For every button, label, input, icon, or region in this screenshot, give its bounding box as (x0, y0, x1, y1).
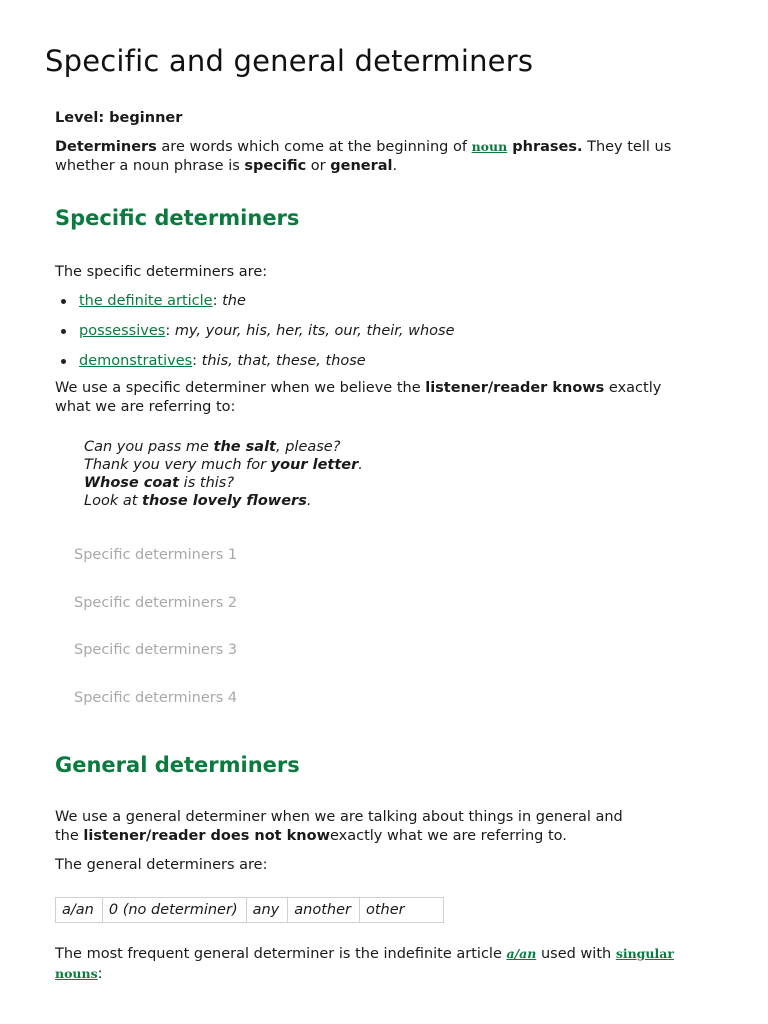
specific-determiners-list (55, 290, 455, 380)
general-usage-paragraph: We use a general determiner when we are talking about things in general and the listener/reader does not knowexactly what we are referring to. (55, 809, 623, 844)
singular-link[interactable]: singular (615, 946, 674, 961)
general-term: general (330, 158, 393, 174)
definite-article-link[interactable]: the definite article (79, 293, 213, 309)
noun-link[interactable]: noun (471, 139, 508, 154)
list-item: possessives: my, your, his, her, its, our, their, whose (55, 320, 455, 350)
exercise-link-4[interactable]: Specific determiners 4 (74, 690, 238, 706)
list-item: demonstratives: this, that, these, those (55, 350, 455, 380)
specific-usage-paragraph: We use a specific determiner when we believe the listener/reader knows exactly what we are referring to: (55, 380, 662, 415)
exercise-link-3[interactable]: Specific determiners 3 (74, 642, 238, 658)
specific-lead: The specific determiners are: (55, 264, 268, 280)
table-cell: a/an (56, 898, 103, 923)
examples-block (84, 438, 363, 510)
demonstratives-link[interactable]: demonstratives (79, 353, 193, 369)
specific-term: specific (244, 158, 307, 174)
general-determiners-heading: General determiners (55, 753, 300, 777)
a-an-link[interactable]: a/an (506, 946, 537, 961)
table-cell: another (288, 898, 360, 923)
general-determiners-table (55, 897, 444, 923)
example-sentence: Whose coat is this? (84, 475, 235, 491)
determiners-term: Determiners (55, 139, 157, 155)
specific-determiners-heading: Specific determiners (55, 206, 300, 230)
general-lead: The general determiners are: (55, 857, 268, 873)
table-cell: any (246, 898, 288, 923)
page-title: Specific and general determiners (45, 44, 534, 78)
intro-paragraph: Determiners are words which come at the beginning of noun phrases. They tell us whether a noun phrase is specific or general. (55, 139, 672, 174)
possessives-link[interactable]: possessives (79, 323, 166, 339)
frequency-paragraph: The most frequent general determiner is the indefinite article a/an used with singular nouns: (55, 946, 674, 982)
exercise-link-2[interactable]: Specific determiners 2 (74, 595, 238, 611)
example-sentence: Look at those lovely flowers. (84, 493, 312, 509)
example-sentence: Can you pass me the salt, please? (84, 439, 341, 455)
nouns-link[interactable]: nouns (55, 966, 98, 981)
exercise-link-1[interactable]: Specific determiners 1 (74, 547, 238, 563)
example-sentence: Thank you very much for your letter. (84, 457, 363, 473)
list-item: the definite article: the (55, 290, 455, 320)
table-cell: 0 (no determiner) (102, 898, 246, 923)
level-label: Level: beginner (55, 110, 183, 126)
table-cell: other (360, 898, 444, 923)
